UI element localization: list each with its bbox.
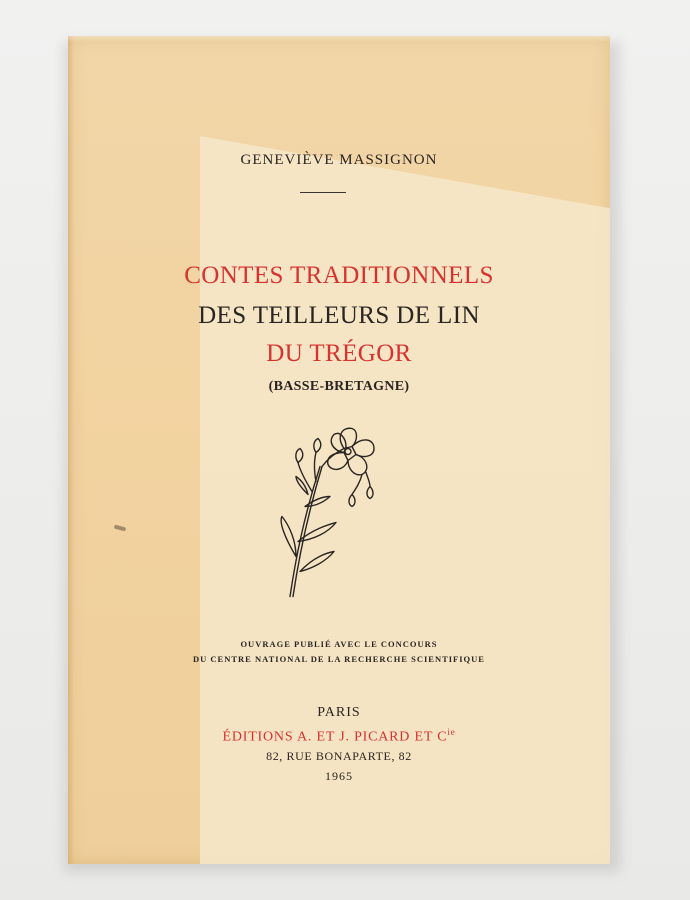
support-note-line-1: OUVRAGE PUBLIÉ AVEC LE CONCOURS — [240, 639, 438, 649]
divider-rule — [300, 192, 346, 193]
book-cover — [68, 36, 610, 864]
publication-year: 1965 — [325, 769, 353, 783]
title-line-1: CONTES TRADITIONNELS — [184, 262, 494, 289]
book-edge-top — [68, 36, 610, 42]
cover-smudge — [114, 525, 127, 532]
publisher-city: PARIS — [317, 705, 361, 720]
publisher-address: 82, RUE BONAPARTE, 82 — [266, 749, 412, 763]
subtitle: (BASSE-BRETAGNE) — [268, 379, 410, 394]
title-line-3: DU TRÉGOR — [266, 340, 412, 367]
title-line-2: DES TEILLEURS DE LIN — [198, 302, 480, 329]
publisher-name-text: ÉDITIONS A. ET J. PICARD ET C — [222, 729, 448, 745]
author-name: GENEVIÈVE MASSIGNON — [240, 152, 438, 168]
support-note-line-2: DU CENTRE NATIONAL DE LA RECHERCHE SCIENTIFIQUE — [193, 654, 485, 664]
flax-flower-icon — [274, 414, 384, 609]
publisher-name — [68, 727, 610, 746]
publisher-name-sup: ie — [447, 727, 456, 737]
